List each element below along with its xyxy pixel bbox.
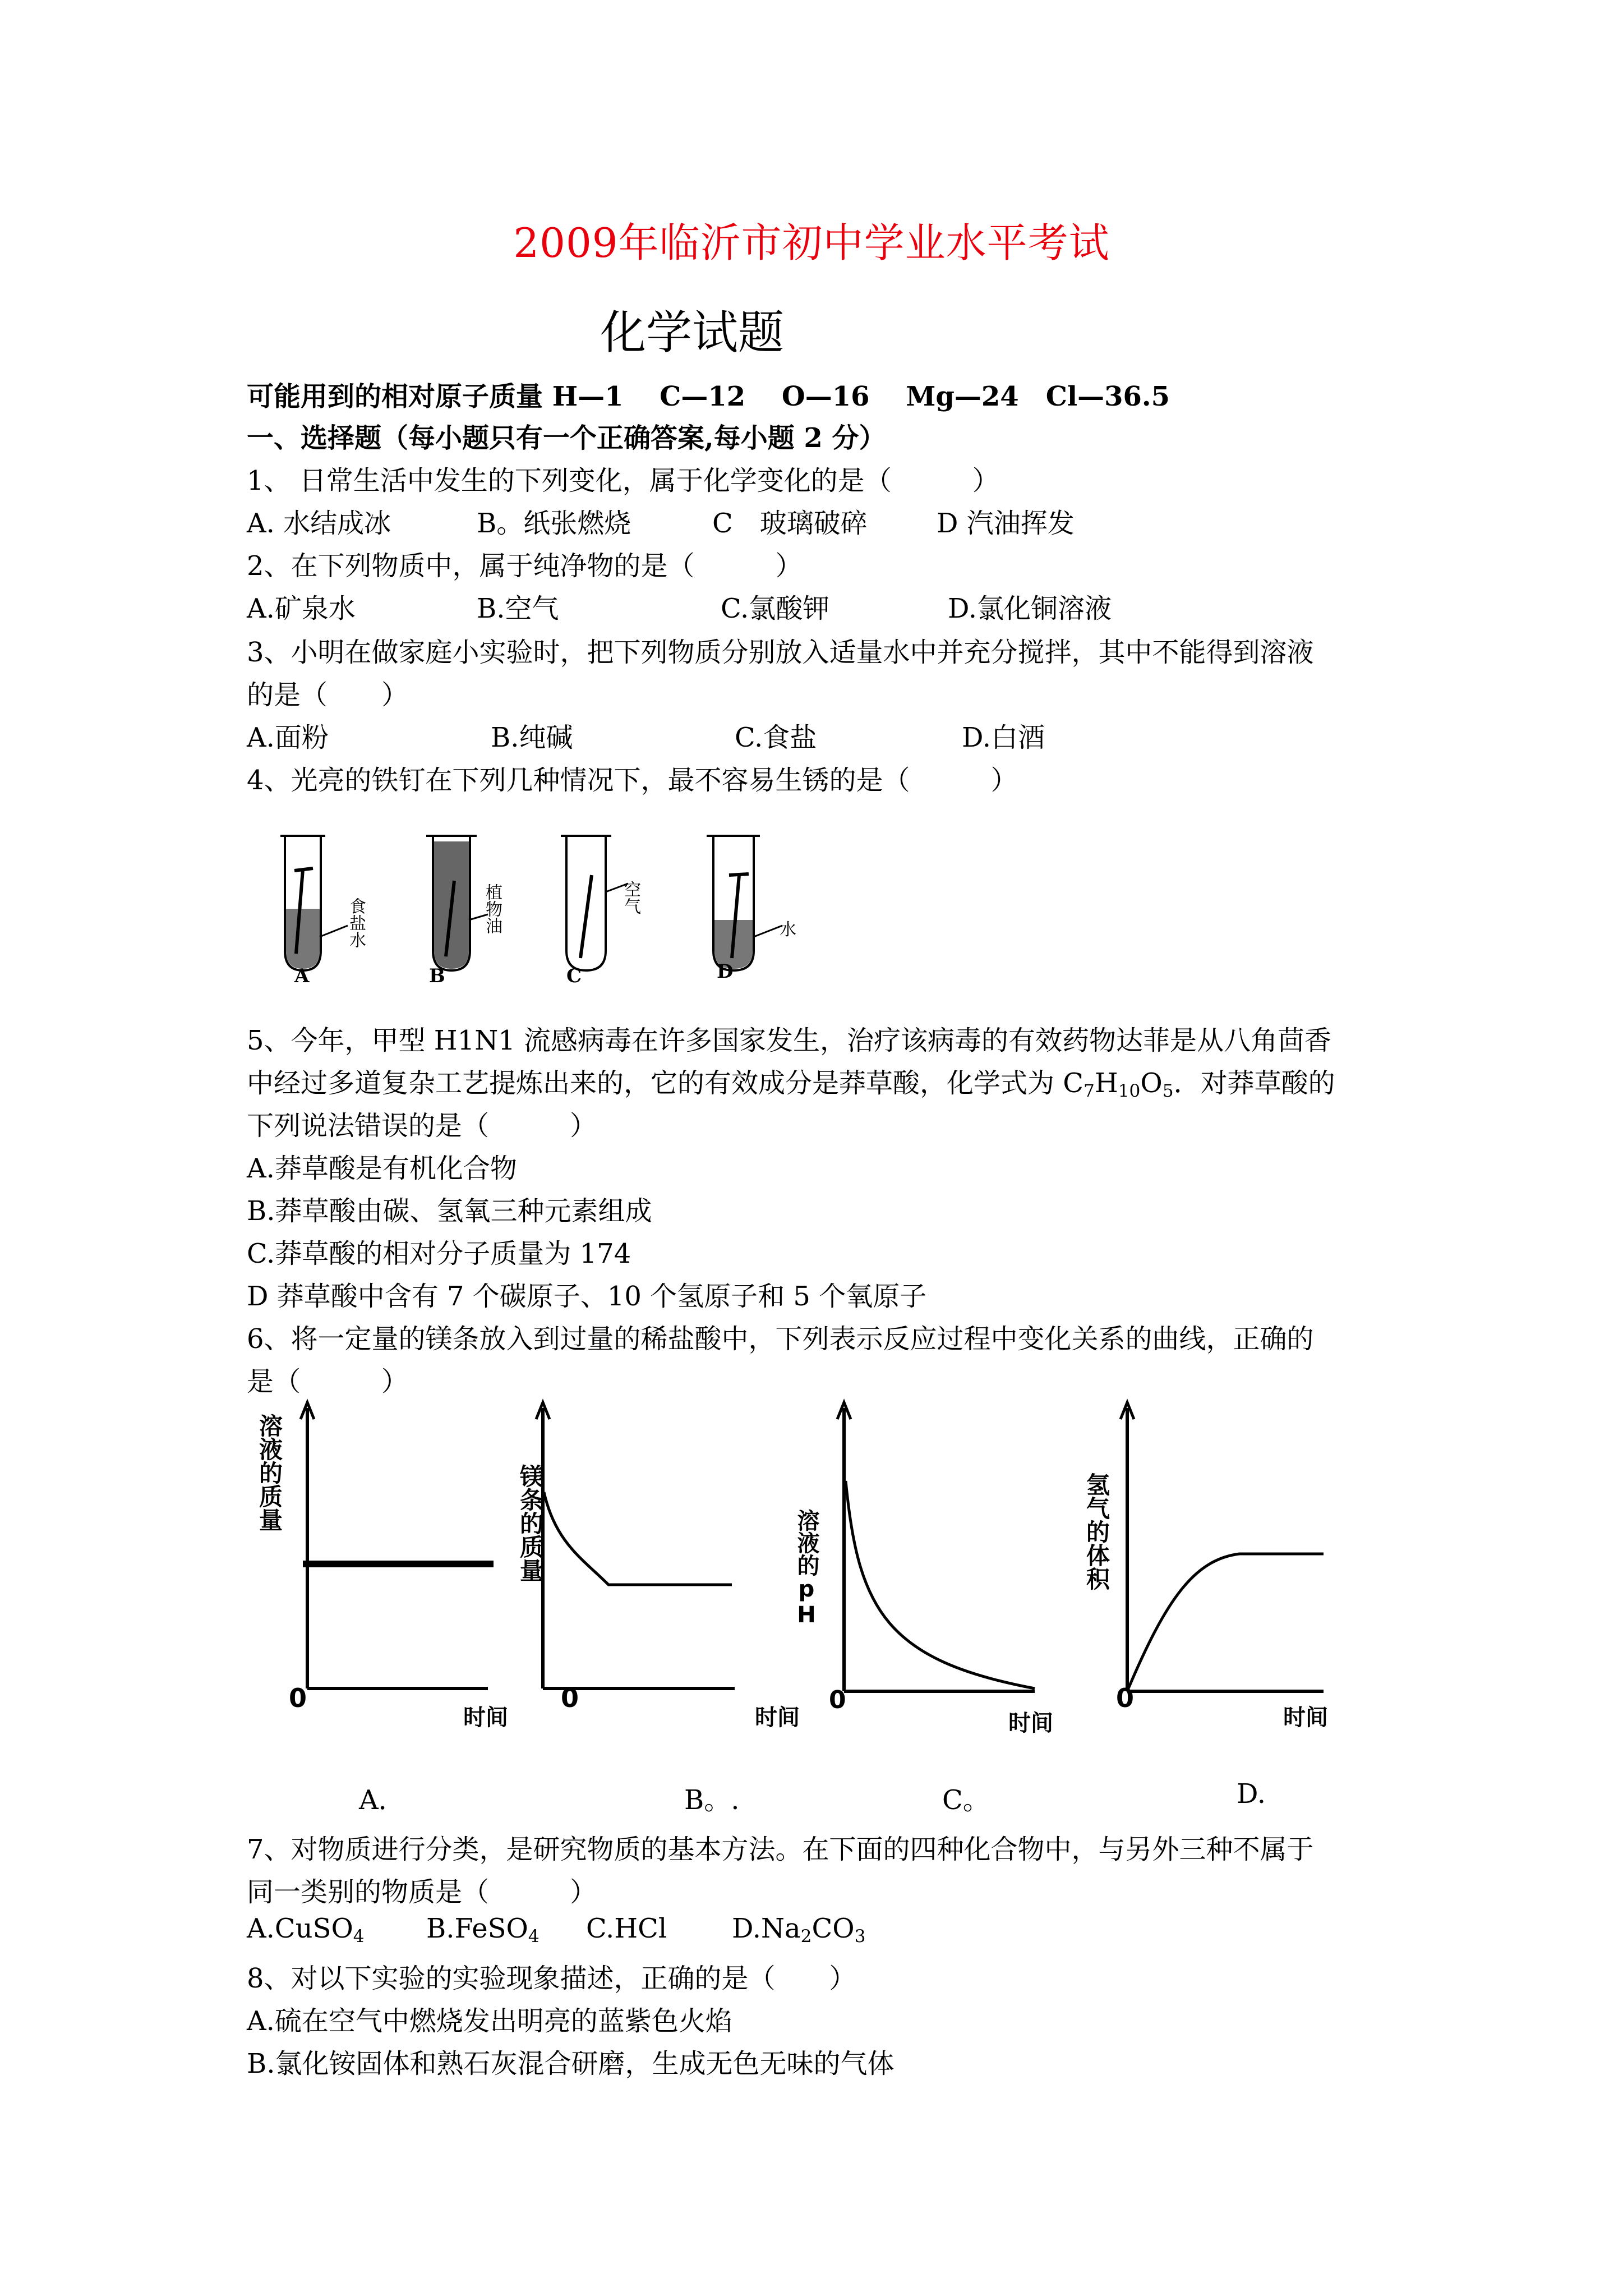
q7-stem-line1: 7、对物质进行分类，是研究物质的基本方法。在下面的四种化合物中，与另外三种不属于	[247, 1834, 1314, 1865]
q5-option-c: C.莽草酸的相对分子质量为 174	[247, 1238, 631, 1269]
q3-option-d: D.白酒	[962, 722, 1045, 753]
q2-option-a: A.矿泉水	[247, 593, 356, 624]
q4-stem: 4、光亮的铁钉在下列几种情况下，最不容易生锈的是（ ）	[247, 765, 1018, 796]
q7-option-b: B.FeSO$_4$	[426, 1913, 540, 1947]
graph-c-ylabel: 溶液的pH	[794, 1509, 819, 1628]
q2-option-d: D.氯化铜溶液	[948, 593, 1112, 624]
graph-c-xlabel: 时间	[1008, 1710, 1053, 1736]
q3-option-c: C.食盐	[735, 722, 817, 753]
graph-c	[837, 1402, 1035, 1691]
q6-stem-line2: 是（ ）	[247, 1366, 409, 1397]
test-tube-d	[707, 836, 782, 970]
q7-stem-line2: 同一类别的物质是（ ）	[247, 1876, 597, 1908]
section-heading: 一、选择题（每小题只有一个正确答案,每小题 2 分）	[247, 422, 886, 454]
test-tube-a	[280, 836, 348, 970]
tube-d-letter: D	[717, 960, 734, 983]
atomic-masses: 可能用到的相对原子质量 H—1 C—12 O—16 Mg—24 Cl—36.5	[247, 381, 1170, 412]
graph-b-caption: B。.	[684, 1784, 740, 1816]
q5-stem-line1: 5、今年，甲型 H1N1 流感病毒在许多国家发生，治疗该病毒的有效药物达菲是从八角茴香	[247, 1025, 1331, 1056]
q5-stem-line2: 中经过多道复杂工艺提炼出来的，它的有效成分是莽草酸，化学式为 $C_7H_{10}O_5$．对莽草酸的	[247, 1068, 1335, 1101]
test-tube-b	[426, 836, 488, 970]
tube-a-label: 食盐水	[346, 898, 366, 948]
q8-option-b: B.氯化铵固体和熟石灰混合研磨，生成无色无味的气体	[247, 2048, 895, 2079]
tube-c-letter: C	[566, 965, 582, 987]
q3-stem-line1: 3、小明在做家庭小实验时，把下列物质分别放入适量水中并充分搅拌，其中不能得到溶液	[247, 637, 1314, 668]
graph-d-ylabel: 氢气的体积	[1083, 1473, 1110, 1590]
q3-option-a: A.面粉	[247, 722, 329, 753]
graph-b-origin: 0	[561, 1683, 579, 1713]
q2-stem: 2、在下列物质中，属于纯净物的是（ ）	[247, 550, 803, 582]
graph-c-caption: C。	[942, 1784, 990, 1816]
graph-b-xlabel: 时间	[755, 1705, 800, 1731]
q2-option-b: B.空气	[477, 593, 559, 624]
q8-stem: 8、对以下实验的实验现象描述，正确的是（ ）	[247, 1963, 856, 1994]
q1-option-c: C 玻璃破碎	[712, 508, 868, 539]
graph-d-caption: D.	[1237, 1778, 1266, 1810]
graph-d-xlabel: 时间	[1283, 1705, 1328, 1731]
q3-stem-line2: 的是（ ）	[247, 679, 409, 711]
exam-subtitle: 化学试题	[600, 306, 785, 360]
tube-d-label: 水	[780, 920, 796, 940]
q2-option-c: C.氯酸钾	[721, 593, 830, 624]
q7-option-c: C.HCl	[586, 1913, 667, 1944]
q5-option-a: A.莽草酸是有机化合物	[247, 1153, 517, 1184]
q1-option-a: A. 水结成冰	[247, 508, 391, 539]
q8-option-a: A.硫在空气中燃烧发出明亮的蓝紫色火焰	[247, 2005, 732, 2037]
exam-title: 2009年临沂市初中学业水平考试	[513, 219, 1110, 266]
q5-option-d: D 莽草酸中含有 7 个碳原子、10 个氢原子和 5 个氧原子	[247, 1281, 927, 1312]
q7-option-a: A.CuSO$_4$	[247, 1913, 365, 1947]
graph-a-ylabel: 溶液的质量	[256, 1414, 283, 1531]
graph-d	[1121, 1402, 1324, 1691]
q5-stem-line3: 下列说法错误的是（ ）	[247, 1110, 597, 1142]
tube-b-label: 植物油	[482, 884, 502, 934]
graph-a-origin: 0	[289, 1683, 307, 1713]
graph-b-ylabel: 镁条的质量	[517, 1464, 544, 1582]
tube-b-letter: B	[429, 965, 445, 987]
q3-option-b: B.纯碱	[491, 722, 573, 753]
graph-d-origin: 0	[1116, 1683, 1135, 1713]
tube-c-label: 空气	[621, 881, 640, 914]
q7-option-d: $D.Na_2CO_3$	[732, 1913, 866, 1947]
graph-a-xlabel: 时间	[463, 1705, 508, 1731]
graph-c-origin: 0	[829, 1686, 846, 1714]
graph-a	[301, 1402, 494, 1688]
graph-a-caption: A．	[359, 1784, 405, 1816]
q5-option-b: B.莽草酸由碳、氢氧三种元素组成	[247, 1195, 652, 1227]
tube-a-letter: A	[294, 965, 310, 987]
q6-stem-line1: 6、将一定量的镁条放入到过量的稀盐酸中，下列表示反应过程中变化关系的曲线，正确的	[247, 1323, 1314, 1355]
graph-b	[536, 1402, 735, 1688]
q1-option-b: B。纸张燃烧	[477, 508, 631, 539]
q1-option-d: D 汽油挥发	[937, 508, 1075, 539]
q1-stem: 1、 日常生活中发生的下列变化，属于化学变化的是（ ）	[247, 465, 999, 496]
